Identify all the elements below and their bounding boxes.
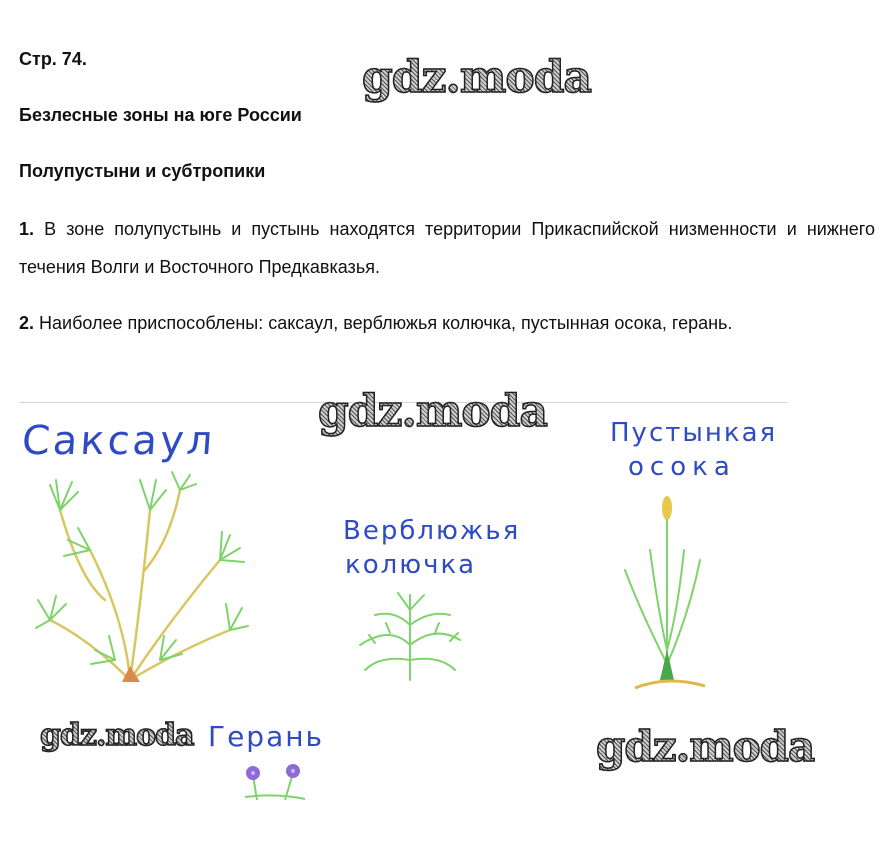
watermark: gdz.moda (362, 52, 592, 103)
answer-2-text: Наиболее приспособлены: саксаул, верблюжья колючка, пустынная осока, герань. (39, 313, 733, 333)
watermark: gdz.moda (596, 722, 815, 771)
answer-1-text: В зоне полупустынь и пустынь находятся территории Прикаспийской низменности и нижнего течения Волги и Восточного Предкавказья. (19, 219, 875, 277)
label-geran: Герань (208, 720, 325, 753)
answer-2 (19, 304, 875, 342)
answer-1 (19, 210, 875, 286)
label-kolyuchka: колючка (345, 550, 477, 580)
section-heading: Безлесные зоны на юге России (19, 105, 302, 125)
label-verblyuzhya: Верблюжья (343, 516, 521, 546)
label-saksaul: Саксаул (20, 418, 217, 464)
osoka-drawing (610, 490, 720, 700)
kolyuchka-drawing (350, 585, 470, 685)
watermark: gdz.moda (318, 386, 548, 437)
answer-1-number: 1. (19, 219, 35, 239)
label-osoka: осока (628, 452, 736, 482)
label-pustynnaya: Пустынкая (610, 418, 778, 448)
answer-2-number: 2. (19, 313, 35, 333)
geran-drawing (235, 755, 315, 805)
page-number: Стр. 74. (19, 49, 87, 69)
watermark: gdz.moda (40, 718, 194, 753)
section-subheading: Полупустыни и субтропики (19, 161, 266, 181)
saksaul-drawing (30, 470, 260, 690)
